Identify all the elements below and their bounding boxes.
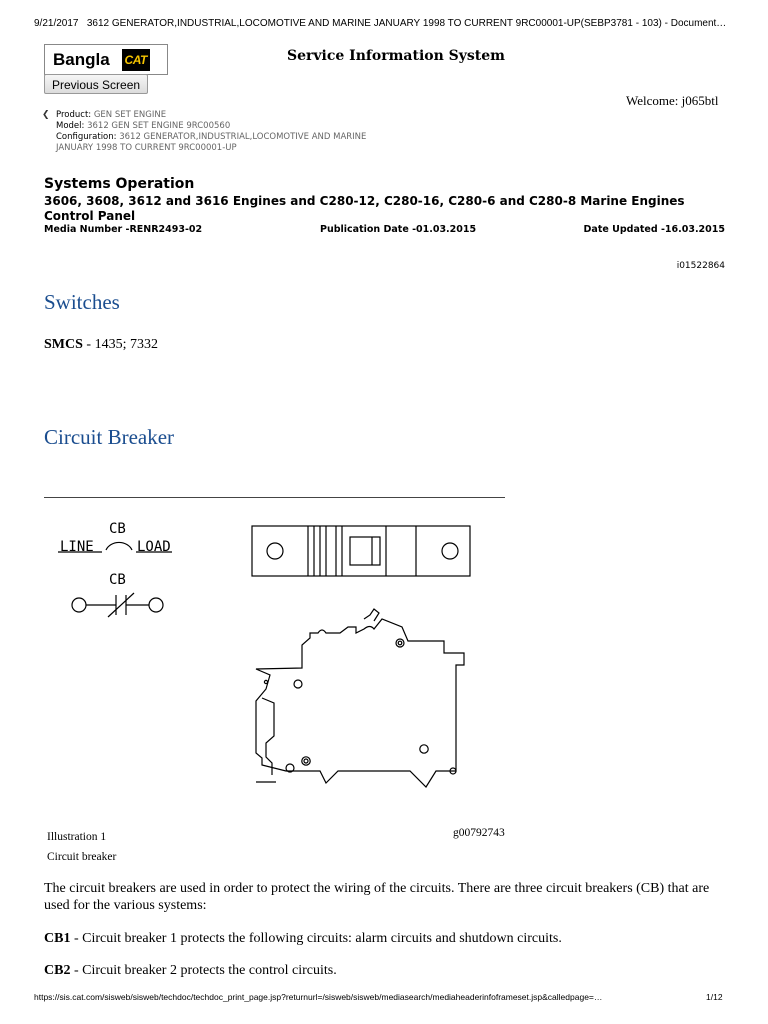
contact-left-circle — [72, 598, 86, 612]
print-header: 9/21/2017 3612 GENERATOR,INDUSTRIAL,LOCOMOTIVE AND MARINE JANUARY 1998 TO CURRENT 9RC00001-UP(SEBP3781 - 103) - Document… — [34, 18, 727, 29]
cb2-text: - Circuit breaker 2 protects the control circuits. — [70, 963, 337, 978]
model-label: Model: — [56, 121, 85, 131]
breadcrumb[interactable] — [44, 110, 366, 154]
breaker-side-view — [256, 609, 464, 787]
symbol-line-label: LINE — [60, 539, 94, 555]
caption-text: Circuit breaker — [47, 851, 117, 863]
model-value: 3612 GEN SET ENGINE 9RC00560 — [87, 121, 231, 131]
date-updated: Date Updated -16.03.2015 — [583, 224, 725, 235]
document-id: i01522864 — [676, 261, 725, 271]
smcs-value: - 1435; 7332 — [82, 337, 158, 352]
smcs-label: SMCS — [44, 337, 83, 352]
bangla-logo — [44, 44, 168, 75]
configuration-value: 3612 GENERATOR,INDUSTRIAL,LOCOMOTIVE AND MARINE — [119, 132, 367, 142]
document-subtitle-2: Control Panel — [44, 209, 136, 223]
figure-caption — [47, 827, 116, 867]
symbol-cb-label-1: CB — [109, 521, 126, 537]
cb1-label: CB1 — [44, 931, 71, 946]
cat-logo-icon: CAT — [122, 49, 150, 71]
product-value: GEN SET ENGINE — [93, 110, 167, 120]
logo-text: Bangla — [53, 49, 110, 69]
heading-switches: Switches — [44, 290, 120, 314]
product-label: Product: — [56, 110, 92, 120]
configuration-value-2: JANUARY 1998 TO CURRENT 9RC00001-UP — [56, 143, 237, 153]
configuration-label: Configuration: — [56, 132, 117, 142]
back-chevron-icon[interactable]: ❮ — [42, 110, 50, 120]
smcs-line — [44, 337, 158, 353]
breaker-arc-symbol — [106, 542, 132, 550]
symbol-load-label: LOAD — [137, 539, 171, 555]
paragraph-intro: The circuit breakers are used in order to protect the wiring of the circuits. There are three circuit breakers (CB) that are used for the various systems: — [44, 881, 710, 913]
paragraph-cb2 — [44, 963, 337, 979]
caption-number: Illustration 1 — [47, 831, 107, 843]
page-title: Service Information System — [287, 48, 505, 64]
previous-screen-button[interactable]: Previous Screen — [44, 74, 148, 94]
print-footer-url: https://sis.cat.com/sisweb/sisweb/techdoc/techdoc_print_page.jsp?returnurl=/sisweb/sisweb/mediasearch/mediaheaderinfoframeset.jsp&calledpage=… — [34, 992, 603, 1002]
figure-rule — [44, 497, 505, 498]
cb2-label: CB2 — [44, 963, 71, 978]
circuit-breaker-illustration — [44, 505, 514, 805]
cb1-text: - Circuit breaker 1 protects the following circuits: alarm circuits and shutdown circuits. — [70, 931, 562, 946]
caption-id: g00792743 — [453, 827, 505, 839]
document-subtitle: 3606, 3608, 3612 and 3616 Engines and C280-12, C280-16, C280-6 and C280-8 Marine Engines — [44, 194, 685, 208]
paragraph-cb1 — [44, 931, 562, 947]
contact-right-circle — [149, 598, 163, 612]
symbol-cb-label-2: CB — [109, 572, 126, 588]
document-type: Systems Operation — [44, 176, 195, 192]
publication-date: Publication Date -01.03.2015 — [320, 224, 477, 235]
media-number: Media Number -RENR2493-02 — [44, 224, 203, 235]
breaker-top-view — [252, 526, 470, 576]
welcome-text: Welcome: j065btl — [626, 93, 719, 108]
heading-circuit-breaker: Circuit Breaker — [44, 425, 175, 449]
print-footer-page: 1/12 — [706, 992, 723, 1002]
